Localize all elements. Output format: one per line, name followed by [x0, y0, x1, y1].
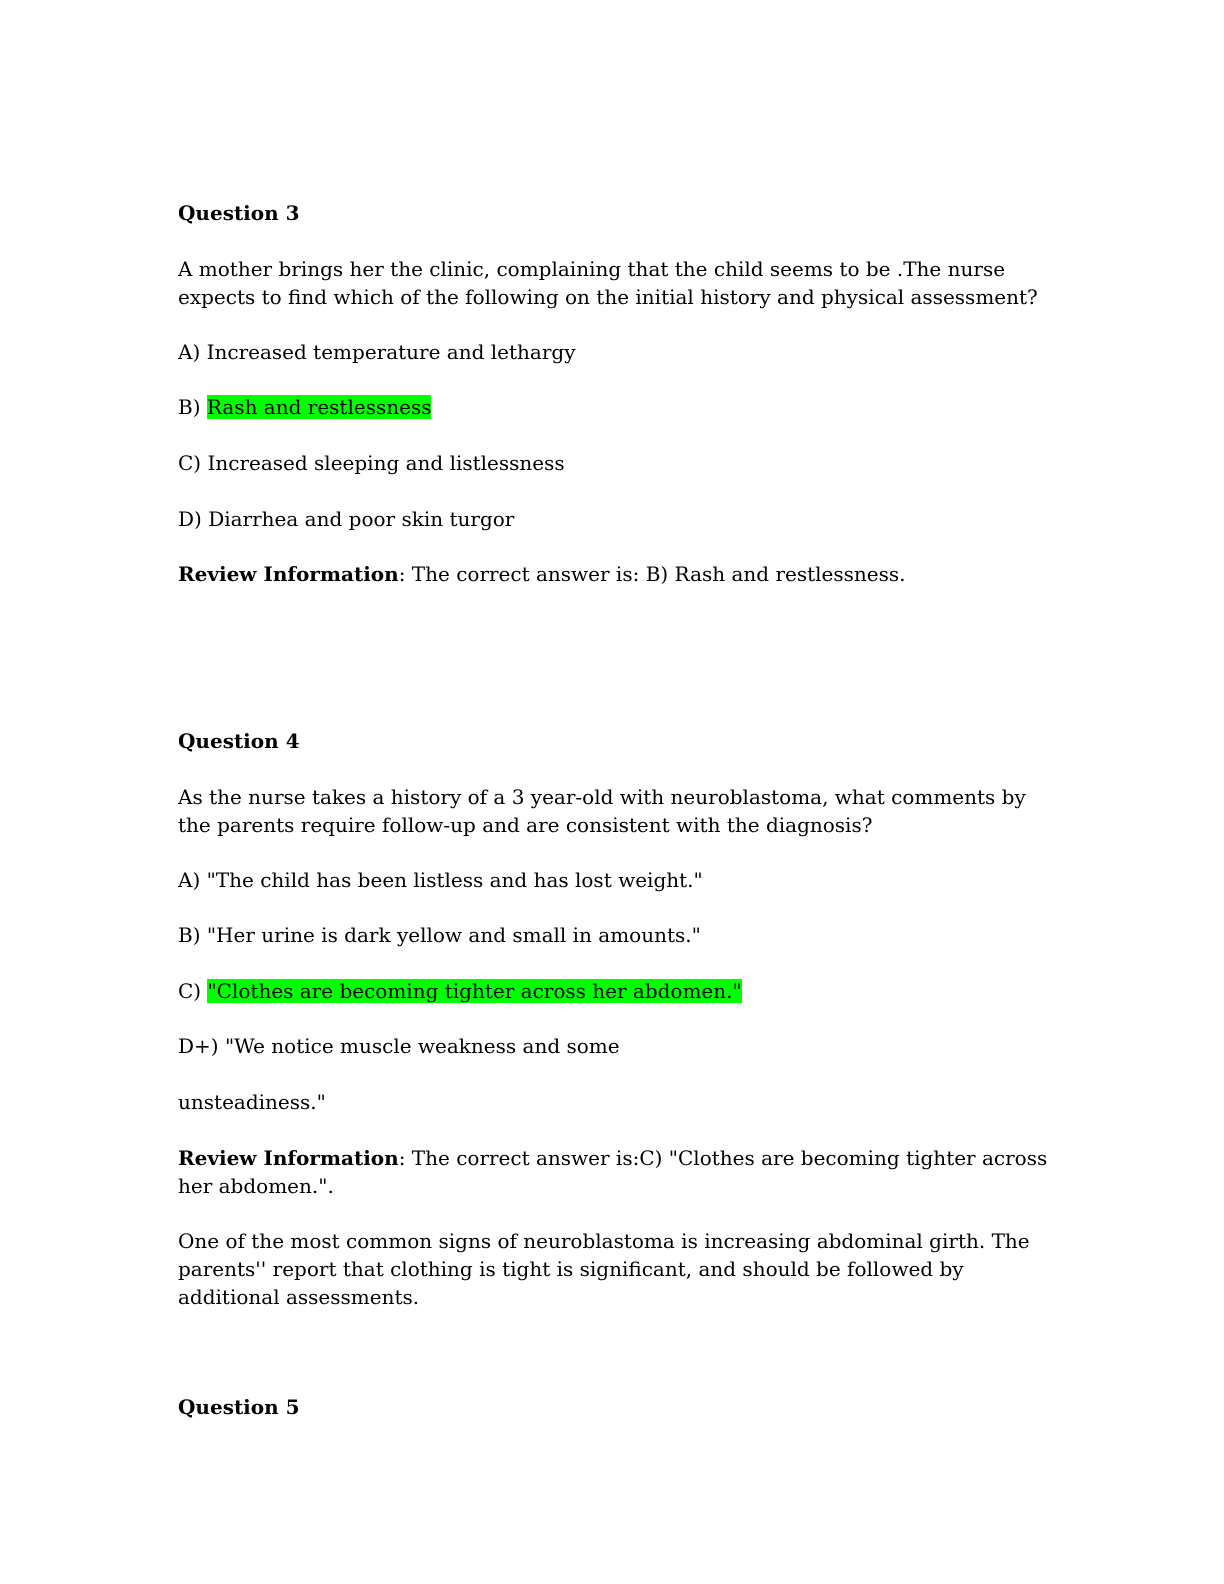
question-3-option-b	[178, 393, 431, 421]
review-text: : The correct answer is:C) "Clothes are becoming tighter across	[398, 1146, 1048, 1170]
question-4-explanation-line-2: parents'' report that clothing is tight is significant, and should be followed by	[178, 1257, 964, 1281]
question-3-option-a	[178, 338, 576, 366]
option-prefix: B)	[178, 395, 207, 419]
option-text: "The child has been listless and has lost weight."	[206, 868, 703, 892]
question-4-heading: Question 4	[178, 729, 300, 753]
option-prefix: B)	[178, 923, 207, 947]
option-prefix: C)	[178, 451, 208, 475]
question-4-review-line-1	[178, 1144, 1047, 1172]
option-text-highlighted: Rash and restlessness	[206, 395, 432, 419]
option-text: Increased sleeping and listlessness	[207, 451, 565, 475]
option-prefix: D)	[178, 507, 209, 531]
option-text: Increased temperature and lethargy	[206, 340, 576, 364]
question-3-option-c	[178, 449, 565, 477]
question-4-explanation-line-1: One of the most common signs of neuroblastoma is increasing abdominal girth. The	[178, 1229, 1030, 1253]
question-4-option-b	[178, 921, 701, 949]
option-text: Diarrhea and poor skin turgor	[208, 507, 515, 531]
option-prefix: C)	[178, 979, 208, 1003]
question-4-explanation-line-3: additional assessments.	[178, 1285, 420, 1309]
question-3-review	[178, 560, 906, 588]
question-4-review-line-2: her abdomen.".	[178, 1174, 334, 1198]
question-4-option-d	[178, 1032, 620, 1060]
question-5-heading: Question 5	[178, 1395, 300, 1419]
question-3-heading: Question 3	[178, 201, 300, 225]
review-label: Review Information	[178, 562, 399, 586]
question-4-stem-line-2: the parents require follow-up and are consistent with the diagnosis?	[178, 813, 873, 837]
question-4-option-c	[178, 977, 742, 1005]
question-3-stem-line-2: expects to find which of the following on the initial history and physical assessment?	[178, 285, 1038, 309]
question-4-option-d-continuation: unsteadiness."	[178, 1090, 326, 1114]
question-3-option-d	[178, 505, 514, 533]
option-text: "Her urine is dark yellow and small in amounts."	[206, 923, 701, 947]
option-text-highlighted: "Clothes are becoming tighter across her abdomen."	[207, 979, 742, 1003]
review-label: Review Information	[178, 1146, 399, 1170]
option-text: "We notice muscle weakness and some	[224, 1034, 620, 1058]
option-prefix: A)	[178, 868, 207, 892]
option-prefix: A)	[178, 340, 207, 364]
option-prefix: D+)	[178, 1034, 225, 1058]
question-4-stem-line-1: As the nurse takes a history of a 3 year-old with neuroblastoma, what comments by	[178, 785, 1026, 809]
question-4-option-a	[178, 866, 703, 894]
question-3-stem-line-1: A mother brings her the clinic, complaining that the child seems to be .The nurse	[178, 257, 1006, 281]
review-text: : The correct answer is: B) Rash and restlessness.	[398, 562, 906, 586]
